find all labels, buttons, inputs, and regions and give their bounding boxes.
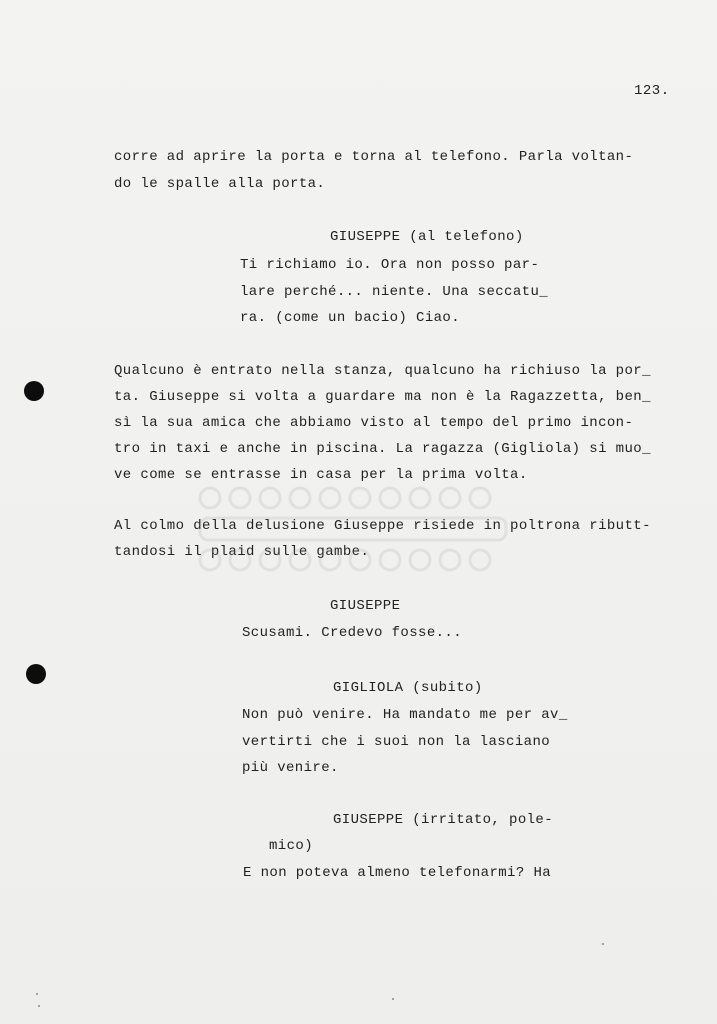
dialogue-line: Scusami. Credevo fosse... <box>242 625 463 641</box>
action-line: Al colmo della delusione Giuseppe risiede in poltrona ributt- <box>114 518 651 534</box>
dialogue-line: ra. (come un bacio) Ciao. <box>240 310 461 326</box>
action-line: do le spalle alla porta. <box>114 176 326 192</box>
character-cue: GIUSEPPE (al telefono) <box>330 229 524 245</box>
character-cue-continued: mico) <box>269 838 314 854</box>
action-line: tandosi il plaid sulle gambe. <box>114 544 370 560</box>
paper-speck <box>38 1005 40 1007</box>
character-cue: GIUSEPPE (irritato, pole- <box>333 812 554 828</box>
punch-hole-lower <box>26 664 46 684</box>
paper-speck <box>392 998 394 1000</box>
page-number: 123. <box>634 83 670 99</box>
character-cue: GIGLIOLA (subito) <box>333 680 483 696</box>
dialogue-line: Non può venire. Ha mandato me per av_ <box>242 707 568 723</box>
dialogue-line: più venire. <box>242 760 339 776</box>
dialogue-line: lare perché... niente. Una seccatu_ <box>240 284 549 300</box>
action-line: tro in taxi e anche in piscina. La ragazza (Gigliola) si muo_ <box>114 441 651 457</box>
paper-speck <box>602 943 604 945</box>
dialogue-line: Ti richiamo io. Ora non posso par- <box>240 257 540 273</box>
action-line: ve come se entrasse in casa per la prima volta. <box>114 467 528 483</box>
action-line: corre ad aprire la porta e torna al telefono. Parla voltan- <box>114 149 634 165</box>
dialogue-line: E non poteva almeno telefonarmi? Ha <box>243 865 552 881</box>
dialogue-line: vertirti che i suoi non la lasciano <box>242 734 551 750</box>
punch-hole-upper <box>24 381 44 401</box>
action-line: ta. Giuseppe si volta a guardare ma non è la Ragazzetta, ben_ <box>114 389 651 405</box>
action-line: Qualcuno è entrato nella stanza, qualcuno ha richiuso la por_ <box>114 363 651 379</box>
character-cue: GIUSEPPE <box>330 598 401 614</box>
watermark-pattern <box>188 478 518 578</box>
action-line: sì la sua amica che abbiamo visto al tempo del primo incon- <box>114 415 634 431</box>
paper-speck <box>36 993 38 995</box>
